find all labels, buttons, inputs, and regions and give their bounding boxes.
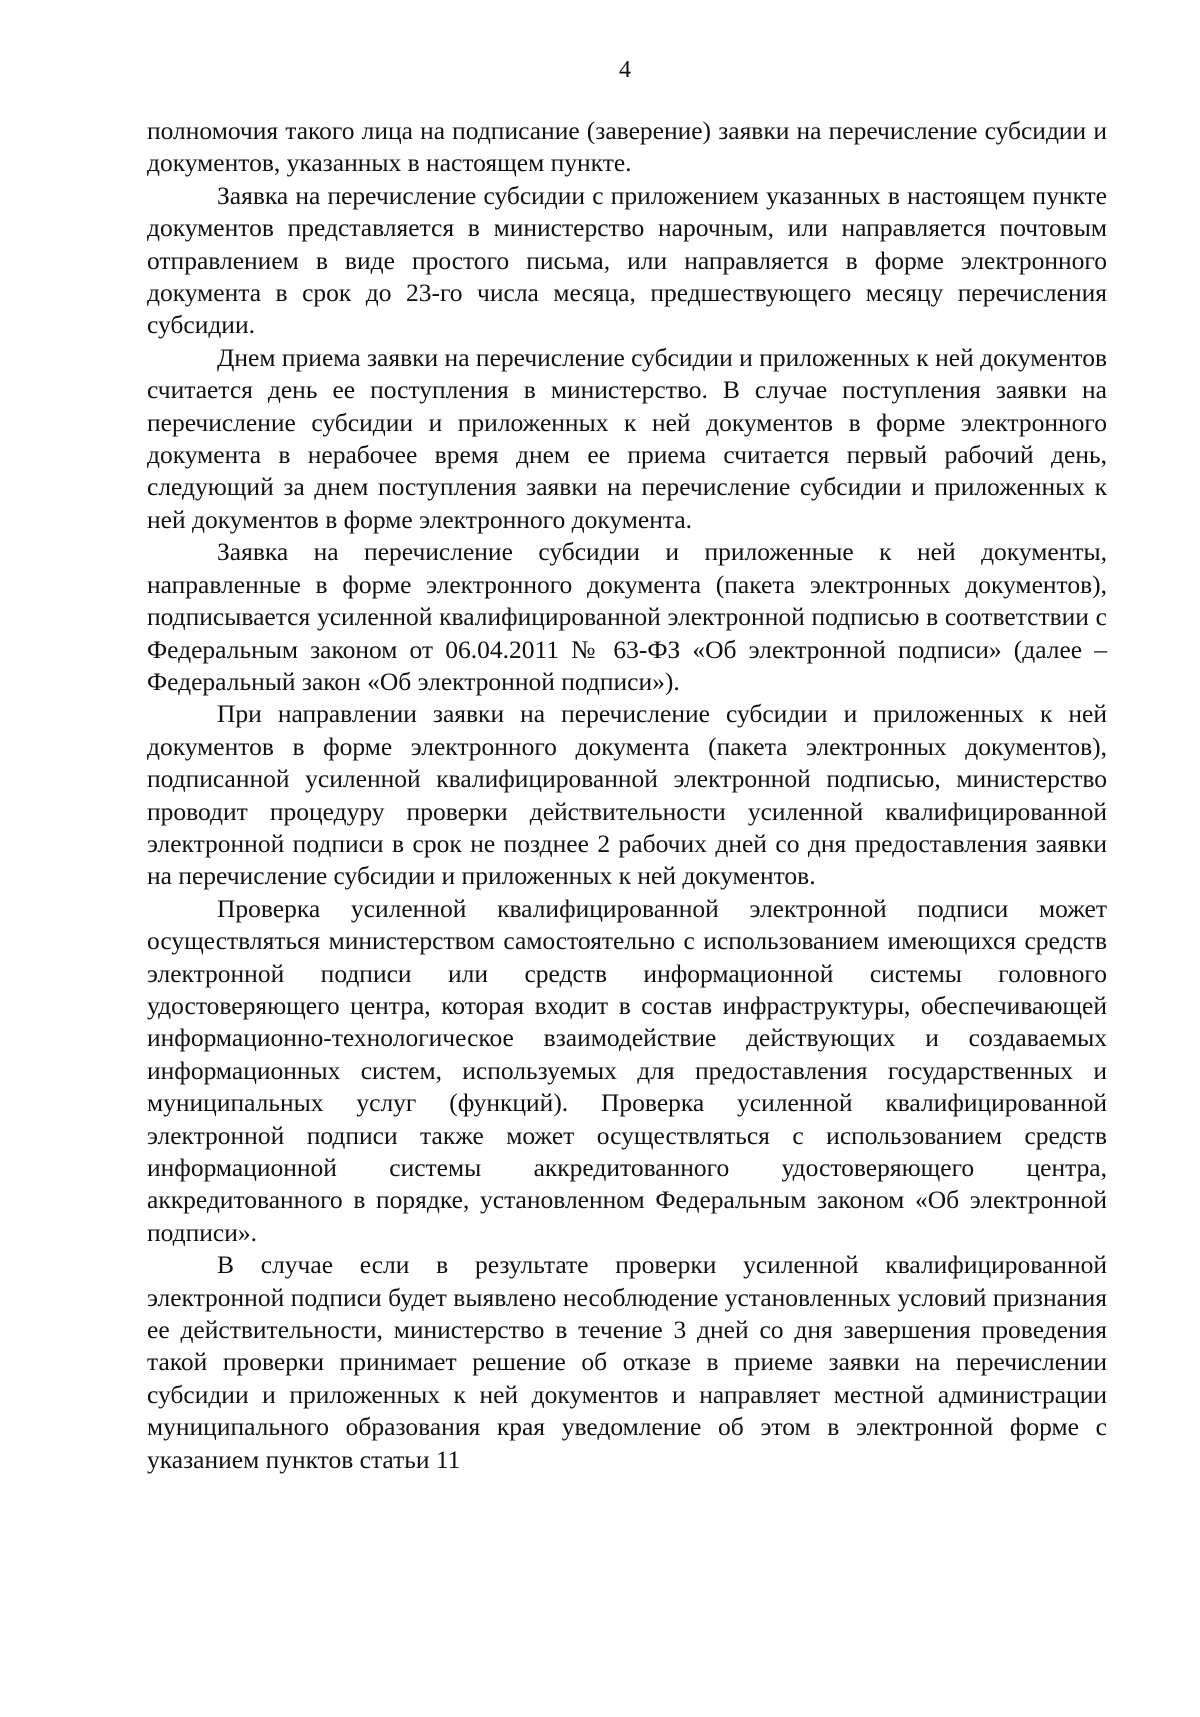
paragraph-verification-means: Проверка усиленной квалифицированной электронной подписи может осуществляться министерством самостоятельно с использованием имеющихся средств электронной подписи или средств информационной системы головного удостоверяющего центра, которая входит в состав инфраструктуры, обеспечивающей информационно-технологическое взаимодействие действующих и создаваемых информационных систем, используемых для предоставления государственных и муниципальных услуг (функций). Проверка усиленной квалифицированной электронной подписи также может осуществляться с использованием средств информационной системы аккредитованного удостоверяющего центра, аккредитованного в порядке, установленном Федеральным законом «Об электронной подписи». xyxy=(147,893,1107,1247)
paragraph-continuation: полномочия такого лица на подписание (заверение) заявки на перечисление субсидии и документов, указанных в настоящем пункте. xyxy=(147,116,1107,178)
paragraph-submission-methods: Заявка на перечисление субсидии с приложением указанных в настоящем пункте документов представляется в министерство нарочным, или направляется почтовым отправлением в виде простого письма, или направляется в форме электронного документа в срок до 23-го числа месяца, предшествующего месяцу перечисления субсидии. xyxy=(147,180,1107,340)
paragraph-receipt-date: Днем приема заявки на перечисление субсидии и приложенных к ней документов считается день ее поступления в министерство. В случае поступления заявки на перечисление субсидии и приложенных к ней документов в форме электронного документа в нерабочее время днем ее приема считается первый рабочий день, следующий за днем поступления заявки на перечисление субсидии и приложенных к ней документов в форме электронного документа. xyxy=(147,342,1107,534)
paragraph-signature-verification: При направлении заявки на перечисление субсидии и приложенных к ней документов в форме электронного документа (пакета электронных документов), подписанной усиленной квалифицированной электронной подписью, министерство проводит процедуру проверки действительности усиленной квалифицированной электронной подписи в срок не позднее 2 рабочих дней со дня предоставления заявки на перечисление субсидии и приложенных к ней документов. xyxy=(147,699,1107,891)
document-body xyxy=(147,115,1107,1476)
paragraph-electronic-signature: Заявка на перечисление субсидии и приложенные к ней документы, направленные в форме электронного документа (пакета электронных документов), подписывается усиленной квалифицированной электронной подписью в соответствии с Федеральным законом от 06.04.2011 № 63-ФЗ «Об электронной подписи» (далее – Федеральный закон «Об электронной подписи»). xyxy=(147,537,1107,696)
page-number: 4 xyxy=(619,57,631,83)
paragraph-verification-failure: В случае если в результате проверки усиленной квалифицированной электронной подписи будет выявлено несоблюдение установленных условий признания ее действительности, министерство в течение 3 дней со дня завершения проведения такой проверки принимает решение об отказе в приеме заявки на перечислении субсидии и приложенных к ней документов и направляет местной администрации муниципального образования края уведомление об этом в электронной форме с указанием пунктов статьи 11 xyxy=(147,1250,1107,1474)
